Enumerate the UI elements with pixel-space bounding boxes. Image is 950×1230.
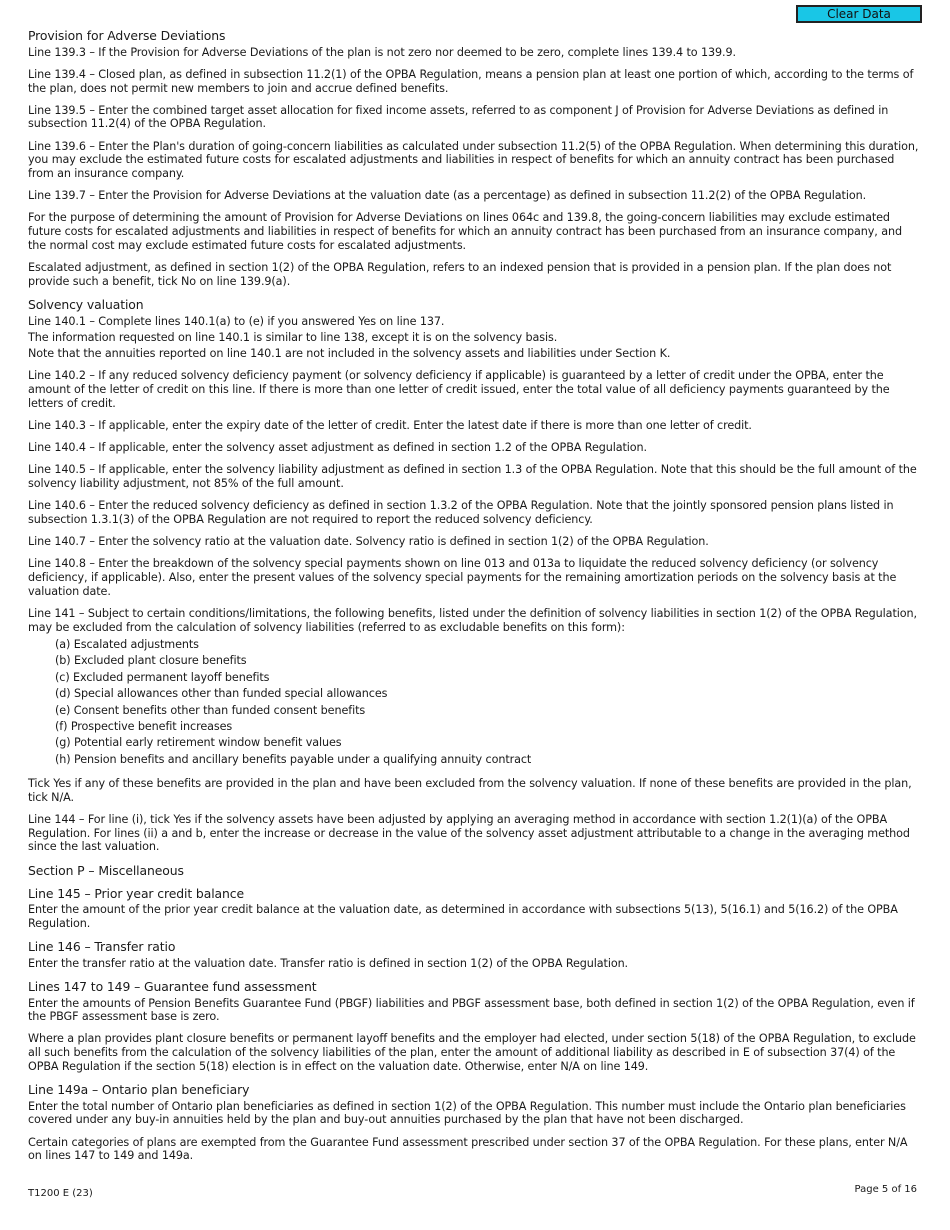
line-140-2-text: Line 140.2 – If any reduced solvency deficiency payment (or solvency deficiency if applicable) is guaranteed by a letter of credit under the OPBA, enter the amount of the letter of credit on this line. If there is more than one letter of credit issued, enter the total value of all deficiency payments guaranteed by the letters of credit. [28,369,890,410]
line-139-4-text: Line 139.4 – Closed plan, as defined in subsection 11.2(1) of the OPBA Regulation, means a pension plan at least one portion of which, according to the terms of the plan, does not permit new members to join and accrue defined benefits. [28,67,914,95]
line-147-text: Enter the amounts of Pension Benefits Guarantee Fund (PBGF) liabilities and PBGF assessment base, both defined in section 1(2) of the OPBA Regulation, even if the PBGF assessment base is zero. [28,996,915,1024]
line-140-1-note: Note that the annuities reported on line 140.1 are not included in the solvency assets and liabilities under Section K. [28,347,671,361]
line-145-heading: Line 145 – Prior year credit balance [28,885,245,901]
escalated-adjustment-text: Escalated adjustment, as defined in section 1(2) of the OPBA Regulation, refers to an indexed pension that is provided in a pension plan. If the plan does not provide such a benefit, tick No on line 139.9(a). [28,261,892,288]
line-139-3-text: Line 139.3 – If the Provision for Adverse Deviations of the plan is not zero nor deemed to be zero, complete lines 139.4 to 139.9. [28,45,736,59]
line-140-1-info: The information requested on line 140.1 is similar to line 138, except it is on the solvency basis. [28,330,558,344]
line-139-6-text: Line 139.6 – Enter the Plan's duration of going-concern liabilities as calculated under subsection 11.2(5) of the OPBA Regulation. When determining this duration, you may exclude the estimated future costs for escalated adjustments and liabilities in respect of benefits for which an annuity contract has been purchased from an insurance company. [28,139,919,181]
line-146-heading: Line 146 – Transfer ratio [28,939,176,955]
line-149a-heading: Line 149a – Ontario plan beneficiary [28,1082,250,1098]
line-140-4-text: Line 140.4 – If applicable, enter the solvency asset adjustment as defined in section 1.2 of the OPBA Regulation. [28,441,647,455]
pad-purpose-text: For the purpose of determining the amount of Provision for Adverse Deviations on lines 064c and 139.8, the going-concern liabilities may exclude estimated future costs for escalated adjustments and liabilities in respect of benefits for which an annuity contract has been purchased from an insurance company, and the normal cost may exclude estimated future costs for escalated adjustments. [28,211,902,252]
list-item: (e) Consent benefits other than funded consent benefits [55,703,366,717]
line-147-heading: Lines 147 to 149 – Guarantee fund assessment [28,978,317,994]
plant-closure-text: Where a plan provides plant closure benefits or permanent layoff benefits and the employer had elected, under section 5(18) of the OPBA Regulation, to exclude all such benefits from the calculation of the solvency liabilities of the plan, enter the amount of additional liability as described in E of subsection 37(4) of the OPBA Regulation if the section 5(18) election is in effect on the valuation date. Otherwise, enter N/A on line 149. [28,1032,916,1073]
form-identifier: T1200 E (23) [28,1188,93,1199]
list-item: (g) Potential early retirement window benefit values [55,736,342,750]
list-item: (c) Excluded permanent layoff benefits [55,670,270,684]
line-140-5-text: Line 140.5 – If applicable, enter the solvency liability adjustment as defined in section 1.3 of the OPBA Regulation. Note that this should be the full amount of the solvency liability adjustment, not 85% of the full amount. [28,463,917,491]
pad-heading: Provision for Adverse Deviations [28,28,226,43]
excludable-benefits-list [55,637,922,768]
line-149a-text: Enter the total number of Ontario plan beneficiaries as defined in section 1(2) of the OPBA Regulation. This number must include the Ontario plan beneficiaries covered under any buy-in annuities held by the plan and buy-out annuities purchased by the plan that have not been discharged. [28,1099,906,1127]
line-144-text: Line 144 – For line (i), tick Yes if the solvency assets have been adjusted by applying an averaging method in accordance with section 1.2(1)(a) of the OPBA Regulation. For lines (ii) a and b, enter the increase or decrease in the value of the solvency asset adjustment attributable to a change in the averaging method since the last valuation. [28,813,910,854]
line-139-5-text: Line 139.5 – Enter the combined target asset allocation for fixed income assets, referred to as component J of Provision for Adverse Deviations as defined in subsection 11.2(4) of the OPBA Regulation. [28,103,889,131]
solvency-heading: Solvency valuation [28,296,144,312]
page-number: Page 5 of 16 [854,1184,917,1195]
line-141-text: Line 141 – Subject to certain conditions/limitations, the following benefits, listed under the definition of solvency liabilities in section 1(2) of the OPBA Regulation, may be excluded from the calculation of solvency liabilities (referred to as excludable benefits on this form): [28,606,917,634]
tick-yes-text: Tick Yes if any of these benefits are provided in the plan and have been excluded from the solvency valuation. If none of these benefits are provided in the plan, tick N/A. [28,777,912,804]
line-140-8-text: Line 140.8 – Enter the breakdown of the solvency special payments shown on line 013 and 013a to liquidate the reduced solvency deficiency (or solvency deficiency, if applicable). Also, enter the present values of the solvency special payments for the remaining amortization periods on the solvency basis at the valuation date. [28,557,897,598]
line-140-1-text: Line 140.1 – Complete lines 140.1(a) to (e) if you answered Yes on line 137. [28,314,445,328]
list-item: (f) Prospective benefit increases [55,719,233,733]
line-146-text: Enter the transfer ratio at the valuation date. Transfer ratio is defined in section 1(2) of the OPBA Regulation. [28,956,629,970]
list-item: (h) Pension benefits and ancillary benefits payable under a qualifying annuity contract [55,752,532,766]
list-item: (d) Special allowances other than funded special allowances [55,687,388,701]
list-item: (a) Escalated adjustments [55,637,199,651]
line-140-6-text: Line 140.6 – Enter the reduced solvency deficiency as defined in section 1.3.2 of the OPBA Regulation. Note that the jointly sponsored pension plans listed in subsection 1.3.1(3) of the OPBA Regulation are not required to report the reduced solvency deficiency. [28,499,894,526]
section-p-heading: Section P – Miscellaneous [28,862,184,878]
line-140-3-text: Line 140.3 – If applicable, enter the expiry date of the letter of credit. Enter the latest date if there is more than one letter of credit. [28,418,752,432]
line-140-7-text: Line 140.7 – Enter the solvency ratio at the valuation date. Solvency ratio is defined in section 1(2) of the OPBA Regulation. [28,535,709,549]
exemption-text: Certain categories of plans are exempted from the Guarantee Fund assessment prescribed under section 37 of the OPBA Regulation. For these plans, enter N/A on lines 147 to 149 and 149a. [28,1135,908,1163]
line-145-text: Enter the amount of the prior year credit balance at the valuation date, as determined in accordance with subsections 5(13), 5(16.1) and 5(16.2) of the OPBA Regulation. [28,903,898,930]
line-139-7-text: Line 139.7 – Enter the Provision for Adverse Deviations at the valuation date (as a percentage) as defined in subsection 11.2(2) of the OPBA Regulation. [28,189,867,203]
instructions-content [28,28,922,1171]
list-item: (b) Excluded plant closure benefits [55,654,247,668]
clear-data-button[interactable]: Clear Data [796,5,922,23]
